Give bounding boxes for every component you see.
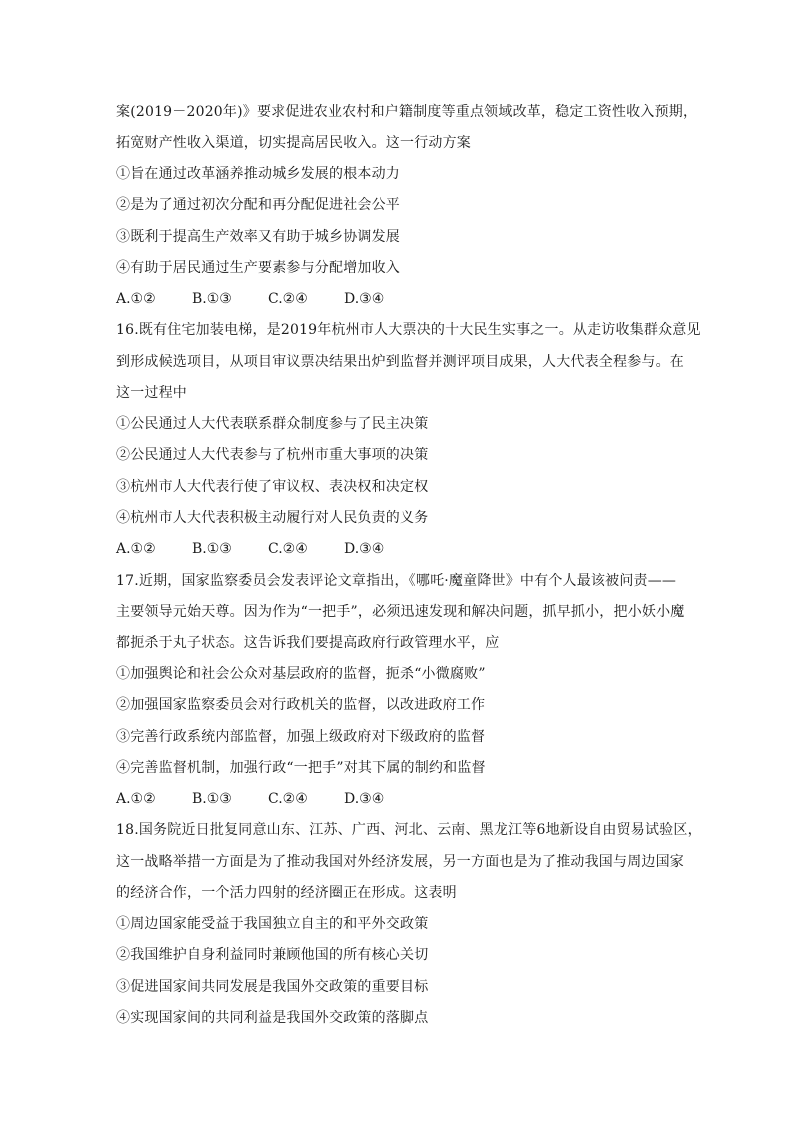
q18-stem-line-1: 18.国务院近日批复同意山东、江苏、广西、河北、云南、黑龙江等6地新设自由贸易试验区， — [116, 822, 702, 838]
q15-choice-d: D.③④ — [344, 291, 385, 307]
q17-option-1: ①加强舆论和社会公众对基层政府的监督，扼杀“小微腐败” — [116, 666, 486, 682]
q17-stem-line-3: 都扼杀于丸子状态。这告诉我们要提高政府行政管理水平，应 — [116, 635, 500, 651]
q16-choice-d: D.③④ — [344, 541, 385, 557]
q17-option-3: ③完善行政系统内部监督，加强上级政府对下级政府的监督 — [116, 729, 486, 745]
q16-stem-line-1: 16.既有住宅加装电梯，是2019年杭州市人大票决的十大民生实事之一。从走访收集群众意见 — [116, 322, 701, 338]
q16-option-3: ③杭州市人大代表行使了审议权、表决权和决定权 — [116, 479, 429, 495]
q18-stem-line-2: 这一战略举措一方面是为了推动我国对外经济发展，另一方面也是为了推动我国与周边国家 — [116, 854, 684, 870]
q17-choices — [116, 790, 420, 808]
q17-choice-d: D.③④ — [344, 791, 385, 807]
q15-stem-line-2: 拓宽财产性收入渠道，切实提高居民收入。这一行动方案 — [116, 135, 471, 151]
q18-option-4: ④实现国家间的共同利益是我国外交政策的落脚点 — [116, 1010, 429, 1026]
q17-option-2: ②加强国家监察委员会对行政机关的监督，以改进政府工作 — [116, 697, 486, 713]
q17-choice-c: C.②④ — [268, 791, 308, 807]
q15-choice-c: C.②④ — [268, 291, 308, 307]
q16-option-1: ①公民通过人大代表联系群众制度参与了民主决策 — [116, 416, 429, 432]
q18-stem-line-3: 的经济合作，一个活力四射的经济圈正在形成。这表明 — [116, 885, 457, 901]
q16-choice-c: C.②④ — [268, 541, 308, 557]
q18-option-2: ②我国维护自身利益同时兼顾他国的所有核心关切 — [116, 947, 429, 963]
q16-choice-b: B.①③ — [192, 541, 232, 557]
q15-stem-line-1: 案(2019－2020年)》要求促进农业农村和户籍制度等重点领域改革，稳定工资性收入预期， — [116, 104, 698, 120]
q15-option-4: ④有助于居民通过生产要素参与分配增加收入 — [116, 260, 400, 276]
q16-stem-line-3: 这一过程中 — [116, 385, 187, 401]
q16-stem-line-2: 到形成候选项目，从项目审议票决结果出炉到监督并测评项目成果，人大代表全程参与。在 — [116, 354, 684, 370]
q15-option-2: ②是为了通过初次分配和再分配促进社会公平 — [116, 197, 400, 213]
q16-option-2: ②公民通过人大代表参与了杭州市重大事项的决策 — [116, 447, 429, 463]
q15-choices — [116, 290, 420, 308]
q18-option-1: ①周边国家能受益于我国独立自主的和平外交政策 — [116, 916, 429, 932]
q17-stem-line-1: 17.近期，国家监察委员会发表评论文章指出，《哪吒·魔童降世》中有个人最该被问责—— — [116, 573, 677, 589]
q16-choice-a: A.①② — [116, 541, 156, 557]
q16-option-4: ④杭州市人大代表积极主动履行对人民负责的义务 — [116, 510, 429, 526]
q17-option-4: ④完善监督机制，加强行政“一把手”对其下属的制约和监督 — [116, 760, 486, 776]
q17-choice-b: B.①③ — [192, 791, 232, 807]
q15-option-1: ①旨在通过改革涵养推动城乡发展的根本动力 — [116, 166, 400, 182]
q17-stem-line-2: 主要领导元始天尊。因为作为“一把手”，必须迅速发现和解决问题，抓早抓小，把小妖小魔 — [116, 604, 685, 620]
q17-choice-a: A.①② — [116, 791, 156, 807]
q18-option-3: ③促进国家间共同发展是我国外交政策的重要目标 — [116, 979, 429, 995]
q15-choice-a: A.①② — [116, 291, 156, 307]
q16-choices — [116, 540, 420, 558]
q15-choice-b: B.①③ — [192, 291, 232, 307]
q15-option-3: ③既利于提高生产效率又有助于城乡协调发展 — [116, 229, 400, 245]
